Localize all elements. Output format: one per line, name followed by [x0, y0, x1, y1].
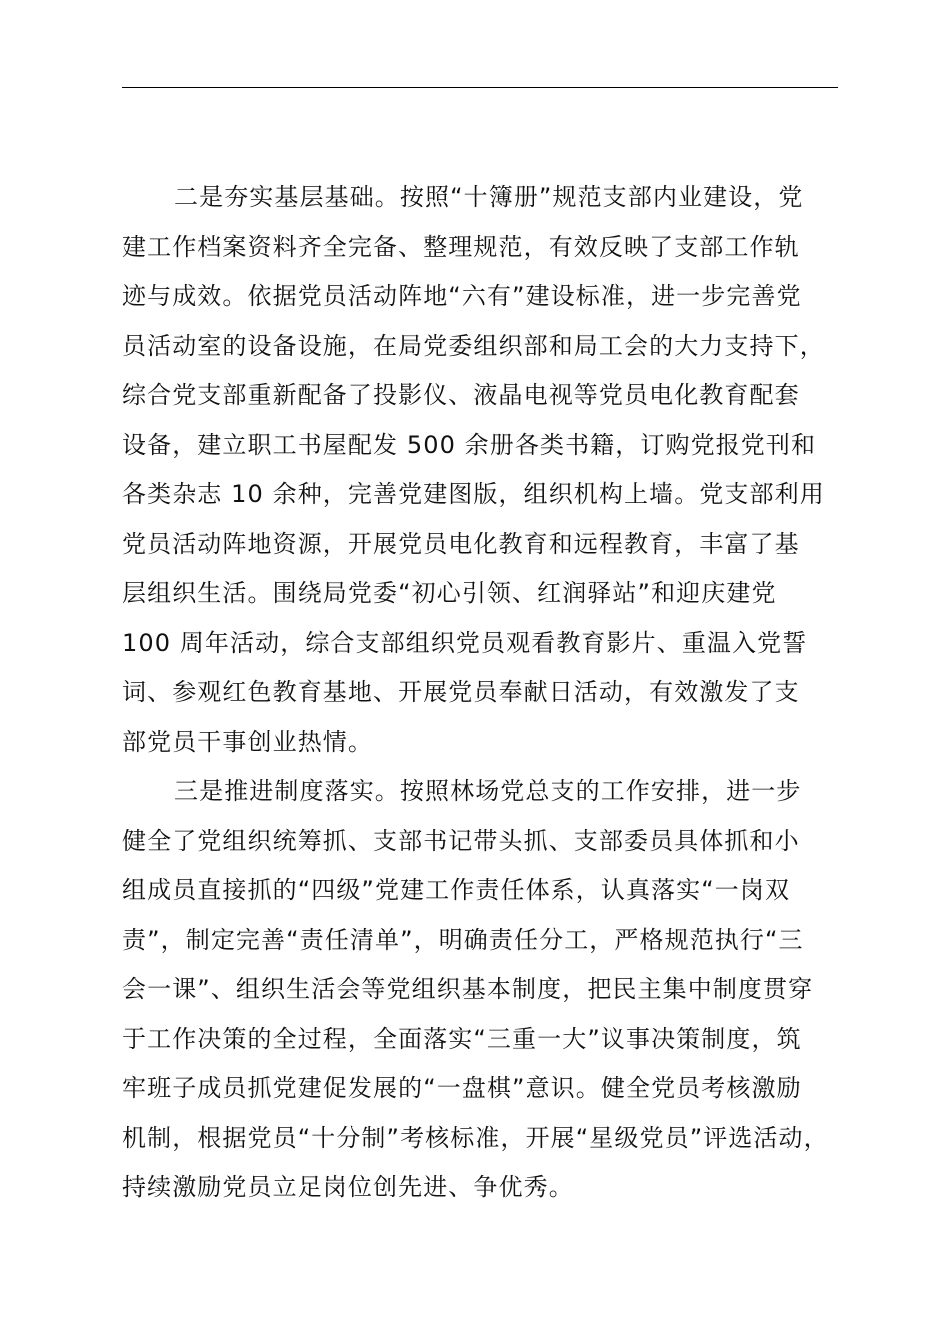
text-line: 词、参观红色教育基地、开展党员奉献日活动，有效激发了支 [122, 678, 800, 706]
text-line: 二是夯实基层基础。按照“十簿册”规范支部内业建设，党 [174, 183, 804, 211]
text-line: 于工作决策的全过程，全面落实“三重一大”议事决策制度，筑 [122, 1024, 802, 1053]
paragraph-system [122, 767, 838, 1213]
text-line: 迹与成效。依据党员活动阵地“六有”建设标准，进一步完善党 [122, 282, 802, 310]
text-line: 100 周年活动，综合支部组织党员观看教育影片、重温入党誓 [122, 628, 808, 657]
text-line: 机制，根据党员“十分制”考核标准，开展“星级党员”评选活动， [122, 1123, 829, 1152]
text-line: 健全了党组织统筹抓、支部书记带头抓、支部委员具体抓和小 [122, 826, 800, 855]
text-line: 会一课”、组织生活会等党组织基本制度，把民主集中制度贯穿 [122, 975, 814, 1003]
document-body [122, 173, 838, 1213]
paragraph-grassroots [122, 173, 838, 767]
text-line: 三是推进制度落实。按照林场党总支的工作安排，进一步 [174, 777, 802, 805]
text-line: 员活动室的设备设施，在局党委组织部和局工会的大力支持下， [122, 331, 825, 360]
text-line: 责”，制定完善“责任清单”，明确责任分工，严格规范执行“三 [122, 925, 804, 954]
text-line: 牢班子成员抓党建促发展的“一盘棋”意识。健全党员考核激励 [122, 1074, 802, 1102]
text-line: 层组织生活。围绕局党委“初心引领、红润驿站”和迎庆建党 [122, 579, 777, 607]
text-line: 组成员直接抓的“四级”党建工作责任体系，认真落实“一岗双 [122, 876, 791, 904]
text-line: 设备，建立职工书屋配发 500 余册各类书籍，订购党报党刊和 [122, 430, 817, 459]
text-line: 各类杂志 10 余种，完善党建图版，组织机构上墙。党支部利用 [122, 480, 825, 508]
text-line: 持续激励党员立足岗位创先进、争优秀。 [122, 1173, 574, 1201]
text-line: 综合党支部重新配备了投影仪、液晶电视等党员电化教育配套 [122, 381, 800, 409]
text-line: 建工作档案资料齐全完备、整理规范，有效反映了支部工作轨 [122, 232, 800, 261]
text-line: 党员活动阵地资源，开展党员电化教育和远程教育，丰富了基 [122, 529, 800, 558]
text-line: 部党员干事创业热情。 [122, 727, 373, 756]
header-rule [122, 87, 838, 88]
